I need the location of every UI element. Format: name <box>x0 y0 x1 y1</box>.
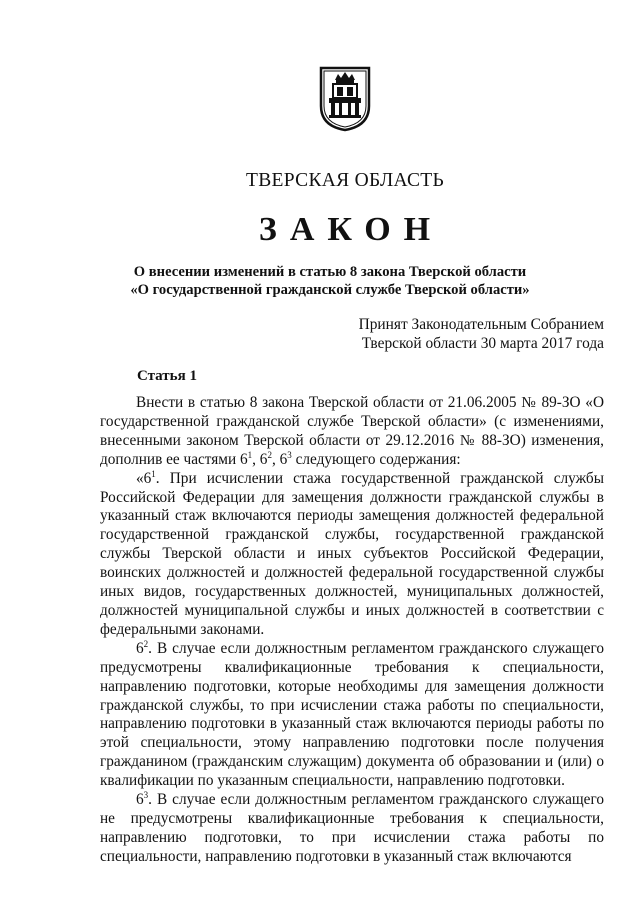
article-title: Статья 1 <box>137 368 197 384</box>
tver-coat-of-arms-icon <box>319 66 371 132</box>
article-body <box>100 394 604 867</box>
subtitle-line-1: О внесении изменений в статью 8 закона Тверской области <box>133 264 527 280</box>
part-6-2-paragraph: $6^2$. В случае если должностным регламентом гражданского служащего предусмотрены квалификационные требования к специальности, направлению подготовки, которые необходимы для замещения должности гражданской службы, то при исчислении стажа работы по специальности, направлению подготовки в указанный стаж включаются периоды работы по этой специальности, этому направлению подготовки после получения гражданином (гражданским служащим) документа об образовании и (или) о квалификации по указанным специальности, направлению подготовки. <box>100 638 604 790</box>
part-6-1-paragraph: «$6^1$. При исчислении стажа государственной гражданской службы Российской Федерации для замещения должности гражданской службы в указанный стаж включаются периоды замещения должностей федеральной государственной гражданской службы, государственной гражданской службы Тверской области и иных субъектов Российской Федерации, воинских должностей и должностей федеральной государственной службы иных видов, государственных должностей, муниципальных должностей, должностей муниципальной службы и иных должностей в соответствии с федеральными законами. <box>100 468 604 638</box>
document-type-title: ЗАКОН <box>258 211 444 248</box>
part-6-3-paragraph: $6^3$. В случае если должностным регламентом гражданского служащего не предусмотрены квалификационные требования к специальности, направлению подготовки, то при исчислении стажа работы по специальности, направлению подготовки в указанный стаж включаются <box>100 790 604 865</box>
subtitle-line-2: «О государственной гражданской службе Тверской области» <box>130 282 530 298</box>
law-subtitle <box>100 263 560 299</box>
adoption-line-1: Принят Законодательным Собранием <box>358 316 604 333</box>
region-name: ТВЕРСКАЯ ОБЛАСТЬ <box>246 170 444 191</box>
adoption-note <box>304 315 604 353</box>
intro-paragraph: Внести в статью 8 закона Тверской области от 21.06.2005 № 89-ЗО «О государственной гражданской службе Тверской области» (с изменениями, внесенными законом Тверской области от 29.12.2016 № 88-ЗО) изменения, дополнив ее частями $6^1$, $6^2$, $6^3$ следующего содержания: <box>100 394 604 468</box>
adoption-line-2: Тверской области 30 марта 2017 года <box>361 335 604 352</box>
